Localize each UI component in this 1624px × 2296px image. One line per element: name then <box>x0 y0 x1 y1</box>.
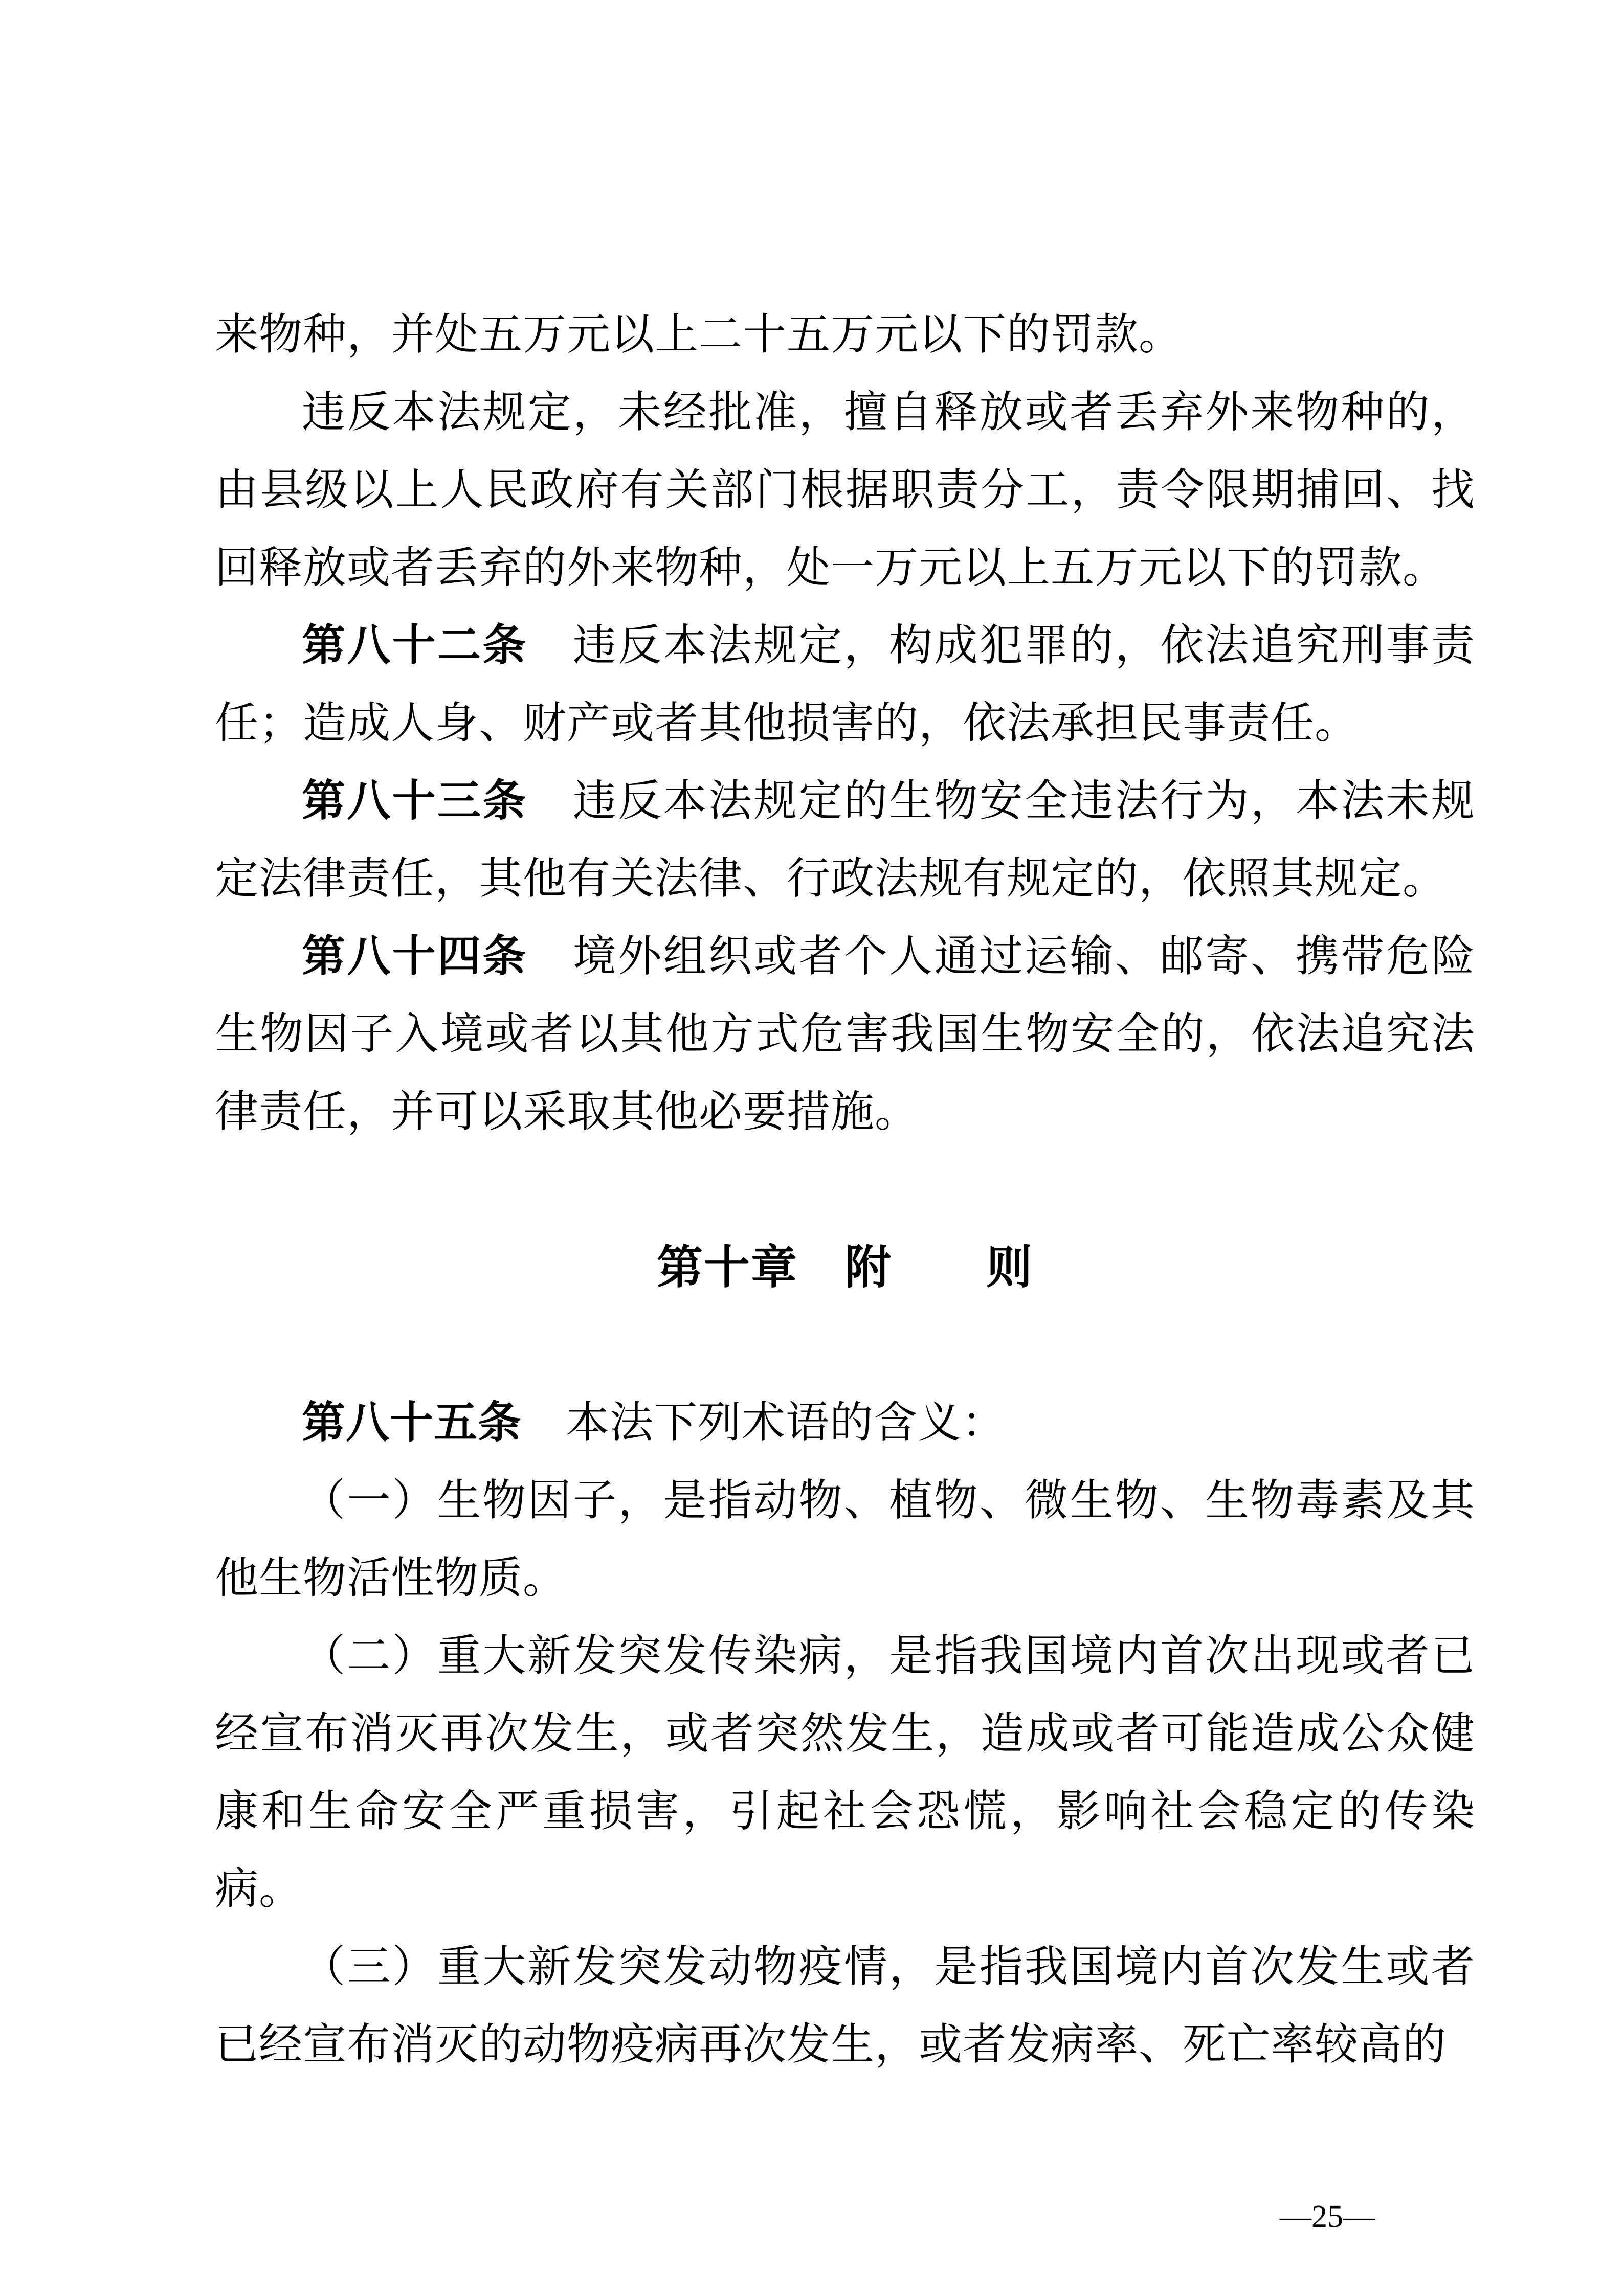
article-paragraph: 第八十五条 本法下列术语的含义： <box>302 1399 1006 1447</box>
article-number: 第八十二条 <box>302 621 528 670</box>
paragraph: 来物种，并处五万元以上二十五万元以下的罚款。 <box>215 311 1183 359</box>
page-number: —25— <box>1280 2199 1375 2234</box>
document-body <box>215 296 1475 2084</box>
paragraph: （三）重大新发突发动物疫情，是指我国境内首次发生或者已经宣布消灭的动物疫病再次发生，或者发病率、死亡率较高的 <box>215 1943 1475 2069</box>
paragraph: （一）生物因子，是指动物、植物、微生物、生物毒素及其他生物活性物质。 <box>215 1477 1475 1603</box>
paragraph: （二）重大新发突发传染病，是指我国境内首次出现或者已经宣布消灭再次发生，或者突然发生，造成或者可能造成公众健康和生命安全严重损害，引起社会恐慌，影响社会稳定的传染病。 <box>215 1632 1475 1914</box>
chapter-heading: 第十章 附 则 <box>657 1242 1033 1293</box>
article-paragraph: 第八十三条 违反本法规定的生物安全违法行为，本法未规定法律责任，其他有关法律、行政法规有规定的，依照其规定。 <box>215 777 1475 903</box>
paragraph: 违反本法规定，未经批准，擅自释放或者丢弃外来物种的，由县级以上人民政府有关部门根据职责分工，责令限期捕回、找回释放或者丢弃的外来物种，处一万元以上五万元以下的罚款。 <box>215 389 1475 592</box>
article-paragraph: 第八十二条 违反本法规定，构成犯罪的，依法追究刑事责任；造成人身、财产或者其他损害的，依法承担民事责任。 <box>215 621 1475 748</box>
article-number: 第八十五条 <box>302 1399 522 1447</box>
article-number: 第八十三条 <box>302 777 528 825</box>
article-number: 第八十四条 <box>302 932 528 981</box>
article-paragraph: 第八十四条 境外组织或者个人通过运输、邮寄、携带危险生物因子入境或者以其他方式危害我国生物安全的，依法追究法律责任，并可以采取其他必要措施。 <box>215 932 1475 1136</box>
